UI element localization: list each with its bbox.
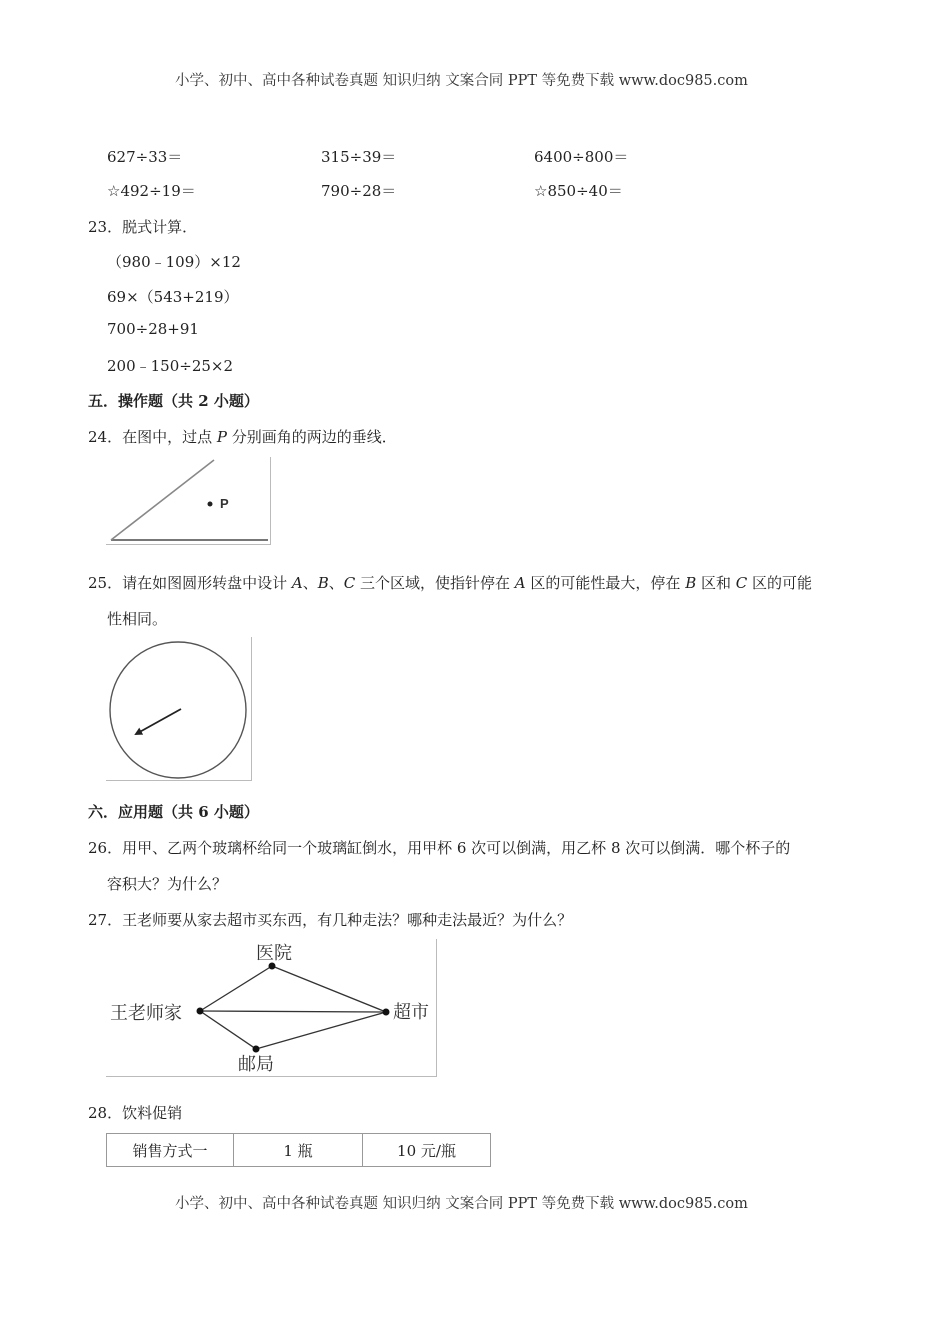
division-row-1-item-1: 627÷33＝ [107,148,183,166]
q25-var-b: B [317,574,329,592]
route-map-svg [106,939,436,1076]
q25-text-6: 区和 [696,574,736,592]
division-row-2-item-2: 790÷28＝ [321,182,397,200]
q25-text-3: 、 [328,574,344,592]
q25-text-1: 25．请在如图圆形转盘中设计 [88,574,292,592]
label-supermarket: 超市 [393,1002,429,1023]
table-cell-quantity: 1 瓶 [234,1134,363,1167]
table-cell-method: 销售方式一 [107,1134,234,1167]
spinner-figure [106,637,252,781]
division-row-1-item-2: 315÷39＝ [321,148,397,166]
question-26-line-1: 26．用甲、乙两个玻璃杯给同一个玻璃缸倒水，用甲杯 6 次可以倒满，用乙杯 8 次可以倒满．哪个杯子的 [88,839,791,857]
angle-upper-ray [111,460,214,540]
question-25-line-1 [88,572,812,593]
sales-table [106,1133,491,1167]
q23-expression-3: 700÷28+91 [107,320,199,338]
q23-expression-4: 200﹣150÷25×2 [107,357,234,375]
point-p-label: P [220,496,229,511]
q25-text-5: 区的可能性最大，停在 [525,574,686,592]
route-home-hospital [200,966,272,1011]
question-28-title: 28．饮料促销 [88,1104,183,1122]
q24-prefix: 24．在图中，过点 [88,428,217,446]
q23-expression-2: 69×（543+219） [107,288,239,306]
section-5-heading: 五．操作题（共 2 小题） [88,392,259,410]
angle-figure [106,457,271,545]
table-cell-price: 10 元/瓶 [363,1134,491,1167]
question-25-line-2: 性相同。 [107,610,168,628]
angle-svg [106,457,270,544]
spinner-pointer-arrow [136,709,181,734]
spinner-svg [106,637,251,780]
question-24-text [88,426,397,447]
q23-expression-1: （980﹣109）×12 [107,253,241,271]
q25-var-c: C [343,574,356,592]
label-home: 王老师家 [110,1003,182,1024]
q24-suffix: 分别画角的两边的垂线． [226,428,397,446]
q25-text-7: 区的可能 [747,574,813,592]
table-row [107,1134,491,1167]
route-map-figure [106,939,437,1077]
route-post-office-supermarket [256,1012,386,1049]
route-home-supermarket [200,1011,386,1012]
q25-var-a2: A [514,574,526,592]
node-home [197,1008,204,1015]
q25-var-c2: C [735,574,748,592]
page-footer: 小学、初中、高中各种试卷真题 知识归纳 文案合同 PPT 等免费下载 www.doc985.com [175,1196,748,1212]
section-6-heading: 六．应用题（共 6 小题） [88,803,259,821]
question-26-line-2: 容积大？为什么？ [107,875,228,893]
q25-text-2: 、 [302,574,318,592]
label-post-office: 邮局 [238,1054,274,1075]
q25-text-4: 三个区域，使指针停在 [355,574,515,592]
q24-var-p: P [216,428,227,446]
node-post-office [253,1046,260,1053]
question-23-title: 23．脱式计算． [88,218,198,236]
route-hospital-supermarket [272,966,386,1012]
division-row-1-item-3: 6400÷800＝ [534,148,629,166]
point-p [208,502,213,507]
route-home-post-office [200,1011,256,1049]
division-row-2-item-3: ☆850÷40＝ [534,182,623,200]
q25-var-b2: B [685,574,697,592]
question-27-text: 27．王老师要从家去超市买东西，有几种走法？哪种走法最近？为什么？ [88,911,573,929]
page-header: 小学、初中、高中各种试卷真题 知识归纳 文案合同 PPT 等免费下载 www.doc985.com [175,73,748,89]
q25-var-a: A [291,574,303,592]
label-hospital: 医院 [256,943,292,964]
division-row-2-item-1: ☆492÷19＝ [107,182,196,200]
node-supermarket [383,1009,390,1016]
